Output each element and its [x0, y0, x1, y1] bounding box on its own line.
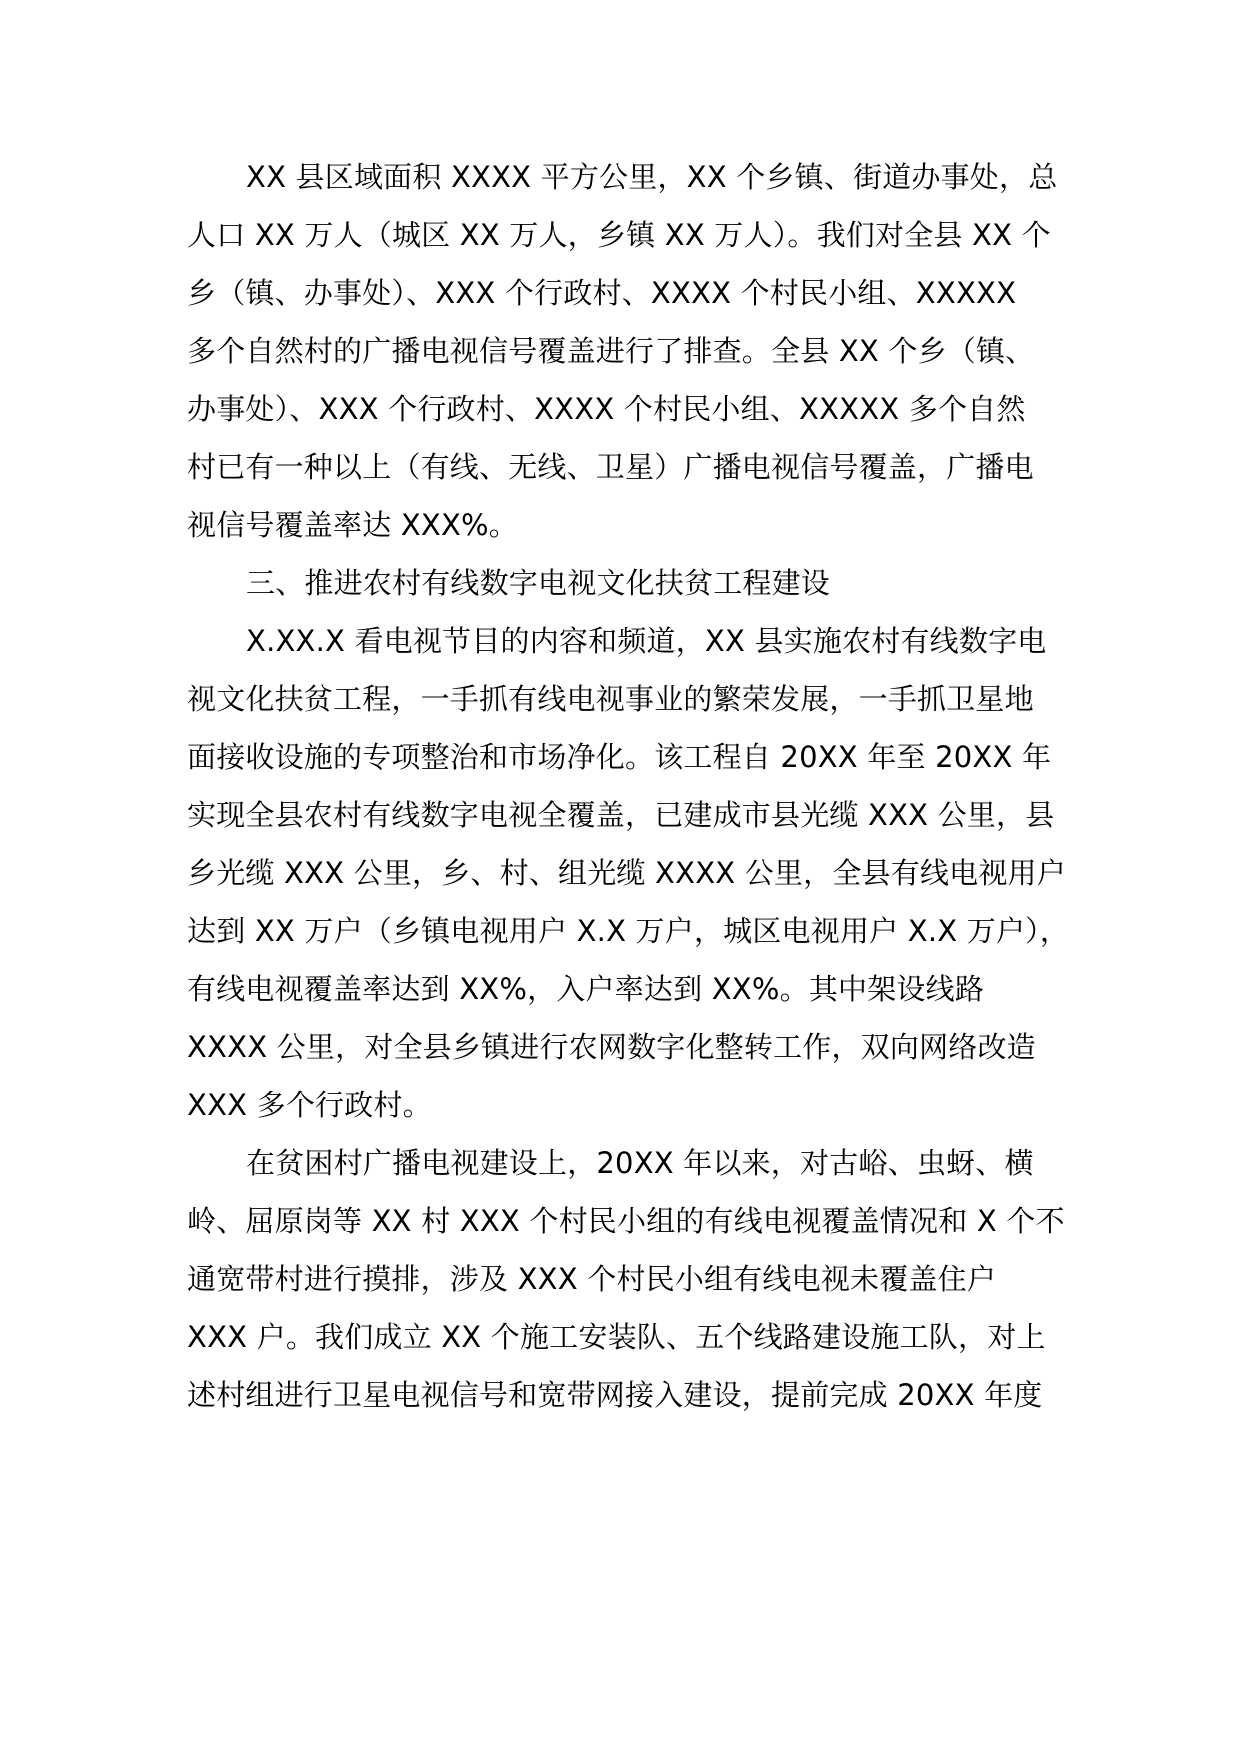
paragraph-2-line-3: 面接收设施的专项整治和市场净化。该工程自 20XX 年至 20XX 年 — [187, 740, 1052, 774]
paragraph-3-line-1: 在贫困村广播电视建设上，20XX 年以来，对古峪、虫蚜、横 — [246, 1146, 1034, 1180]
paragraph-1-line-7: 视信号覆盖率达 XXX%。 — [187, 508, 518, 542]
paragraph-2-line-6: 达到 XX 万户（乡镇电视用户 X.X 万户，城区电视用户 X.X 万户）， — [187, 914, 1070, 948]
paragraph-1-line-5: 办事处）、XXX 个行政村、XXXX 个村民小组、XXXXX 多个自然 — [187, 392, 1026, 426]
paragraph-2-line-2: 视文化扶贫工程，一手抓有线电视事业的繁荣发展，一手抓卫星地 — [187, 682, 1034, 716]
paragraph-1-line-6: 村已有一种以上（有线、无线、卫星）广播电视信号覆盖，广播电 — [187, 450, 1034, 484]
paragraph-3-line-2: 岭、屈原岗等 XX 村 XXX 个村民小组的有线电视覆盖情况和 X 个不 — [187, 1204, 1065, 1238]
paragraph-3-line-3: 通宽带村进行摸排，涉及 XXX 个村民小组有线电视未覆盖住户 — [187, 1262, 997, 1296]
paragraph-1-line-4: 多个自然村的广播电视信号覆盖进行了排查。全县 XX 个乡（镇、 — [187, 334, 1035, 368]
paragraph-1-line-2: 人口 XX 万人（城区 XX 万人，乡镇 XX 万人）。我们对全县 XX 个 — [187, 218, 1051, 252]
paragraph-1-line-3: 乡（镇、办事处）、XXX 个行政村、XXXX 个村民小组、XXXXX — [187, 276, 1017, 310]
paragraph-2-line-1: X.XX.X 看电视节目的内容和频道，XX 县实施农村有线数字电 — [246, 624, 1047, 658]
paragraph-1-line-1: XX 县区域面积 XXXX 平方公里，XX 个乡镇、街道办事处，总 — [246, 160, 1058, 194]
paragraph-2-line-4: 实现全县农村有线数字电视全覆盖，已建成市县光缆 XXX 公里，县 — [187, 798, 1055, 832]
paragraph-2-line-7: 有线电视覆盖率达到 XX%，入户率达到 XX%。其中架设线路 — [187, 972, 985, 1006]
paragraph-2-line-9: XXX 多个行政村。 — [187, 1088, 432, 1122]
paragraph-3-line-5: 述村组进行卫星电视信号和宽带网接入建设，提前完成 20XX 年度 — [187, 1378, 1043, 1412]
section-heading: 三、推进农村有线数字电视文化扶贫工程建设 — [246, 566, 831, 600]
paragraph-2-line-8: XXXX 公里，对全县乡镇进行农网数字化整转工作，双向网络改造 — [187, 1030, 1036, 1064]
paragraph-2-line-5: 乡光缆 XXX 公里，乡、村、组光缆 XXXX 公里，全县有线电视用户 — [187, 856, 1066, 890]
paragraph-3-line-4: XXX 户。我们成立 XX 个施工安装队、五个线路建设施工队，对上 — [187, 1320, 1046, 1354]
